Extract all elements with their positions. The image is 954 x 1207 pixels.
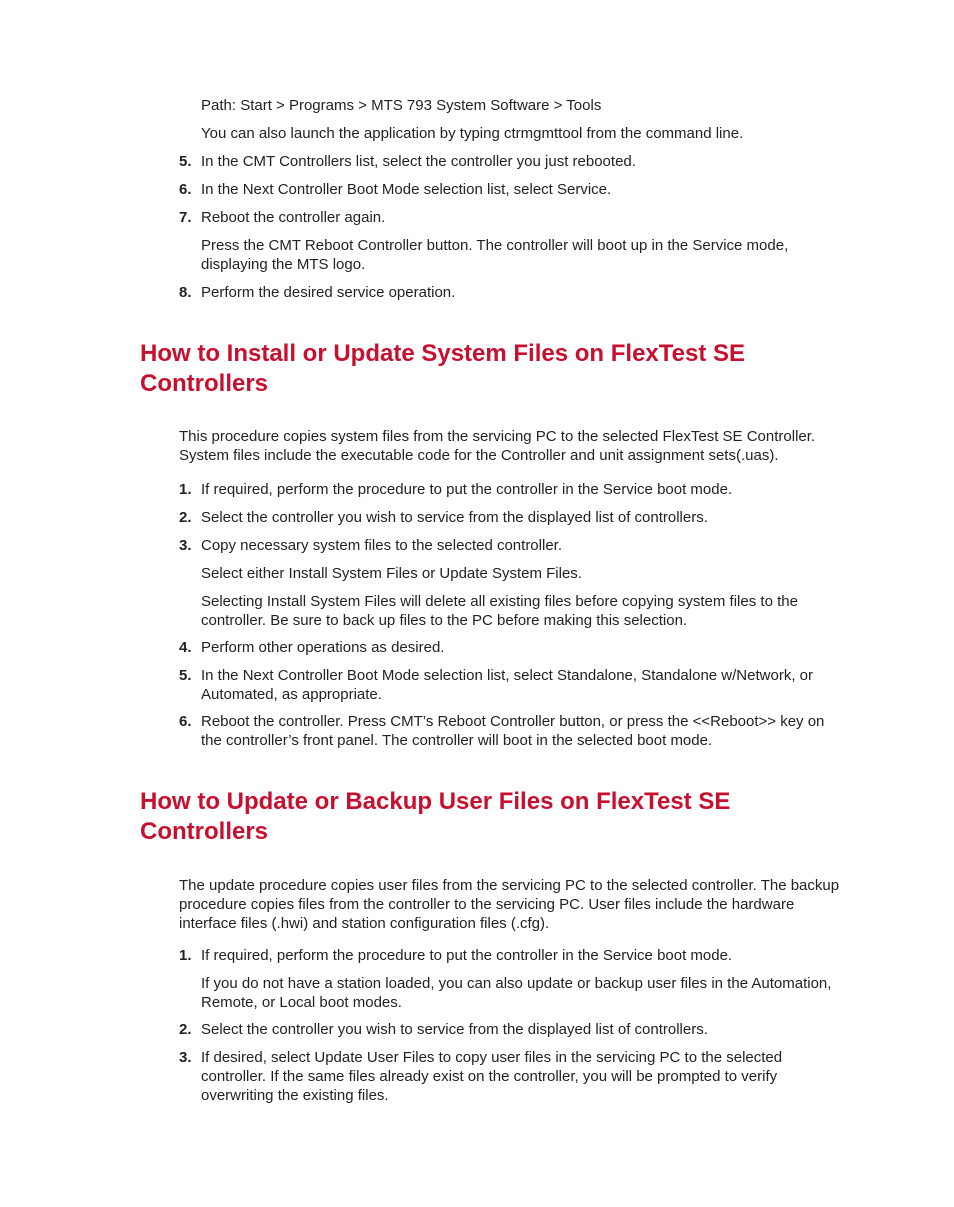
step-number: 1. xyxy=(179,947,192,964)
step-text: Perform the desired service operation. xyxy=(201,284,456,301)
step-text: Select the controller you wish to service from the displayed list of controllers. xyxy=(201,509,708,526)
step-text: Reboot the controller again. xyxy=(201,209,386,226)
launch-note: You can also launch the application by typing ctrmgmttool from the command line. xyxy=(201,125,744,142)
section-heading: How to Install or Update System Files on FlexTest SE Controllers xyxy=(140,340,746,397)
step-note: Selecting Install System Files will delete all existing files before copying system files to the controller. Be sure to back up files to the PC before making this selection. xyxy=(201,593,798,629)
step-note: Press the CMT Reboot Controller button. The controller will boot up in the Service mode, displaying the MTS logo. xyxy=(201,237,789,273)
section-intro: The update procedure copies user files from the servicing PC to the selected controller. The backup procedure copies files from the controller to the servicing PC. User files include the hardware interface files (.hwi) and station configuration files (.cfg). xyxy=(179,877,840,932)
path-line: Path: Start > Programs > MTS 793 System Software > Tools xyxy=(201,97,602,114)
step-number: 5. xyxy=(179,667,192,684)
step-note: If you do not have a station loaded, you can also update or backup user files in the Automation, Remote, or Local boot modes. xyxy=(201,975,832,1011)
step-number: 5. xyxy=(179,153,192,170)
step-number: 1. xyxy=(179,481,192,498)
step-note: Select either Install System Files or Update System Files. xyxy=(201,565,582,582)
step-text: Select the controller you wish to service from the displayed list of controllers. xyxy=(201,1021,708,1038)
step-number: 2. xyxy=(179,509,192,526)
step-text: In the Next Controller Boot Mode selection list, select Standalone, Standalone w/Network, or Automated, as appropriate. xyxy=(201,667,813,703)
step-text: In the Next Controller Boot Mode selection list, select Service. xyxy=(201,181,612,198)
step-number: 3. xyxy=(179,537,192,554)
section-heading: How to Update or Backup User Files on FlexTest SE Controllers xyxy=(140,788,731,845)
step-text: In the CMT Controllers list, select the controller you just rebooted. xyxy=(201,153,636,170)
step-text: If desired, select Update User Files to copy user files in the servicing PC to the selected controller. If the same files already exist on the controller, you will be prompted to verify overwriting the existing files. xyxy=(201,1049,783,1104)
step-number: 3. xyxy=(179,1049,192,1066)
step-number: 6. xyxy=(179,713,192,730)
step-text: Copy necessary system files to the selected controller. xyxy=(201,537,562,554)
step-number: 2. xyxy=(179,1021,192,1038)
step-text: Reboot the controller. Press CMT’s Reboot Controller button, or press the <<Reboot>> key on the controller’s front panel. The controller will boot in the selected boot mode. xyxy=(201,713,825,749)
step-number: 8. xyxy=(179,284,192,301)
section-intro: This procedure copies system files from the servicing PC to the selected FlexTest SE Controller. System files include the executable code for the Controller and unit assignment sets(.uas). xyxy=(179,428,816,464)
step-number: 4. xyxy=(179,639,192,656)
step-text: Perform other operations as desired. xyxy=(201,639,445,656)
step-number: 7. xyxy=(179,209,192,226)
step-text: If required, perform the procedure to put the controller in the Service boot mode. xyxy=(201,947,733,964)
step-number: 6. xyxy=(179,181,192,198)
step-text: If required, perform the procedure to put the controller in the Service boot mode. xyxy=(201,481,733,498)
